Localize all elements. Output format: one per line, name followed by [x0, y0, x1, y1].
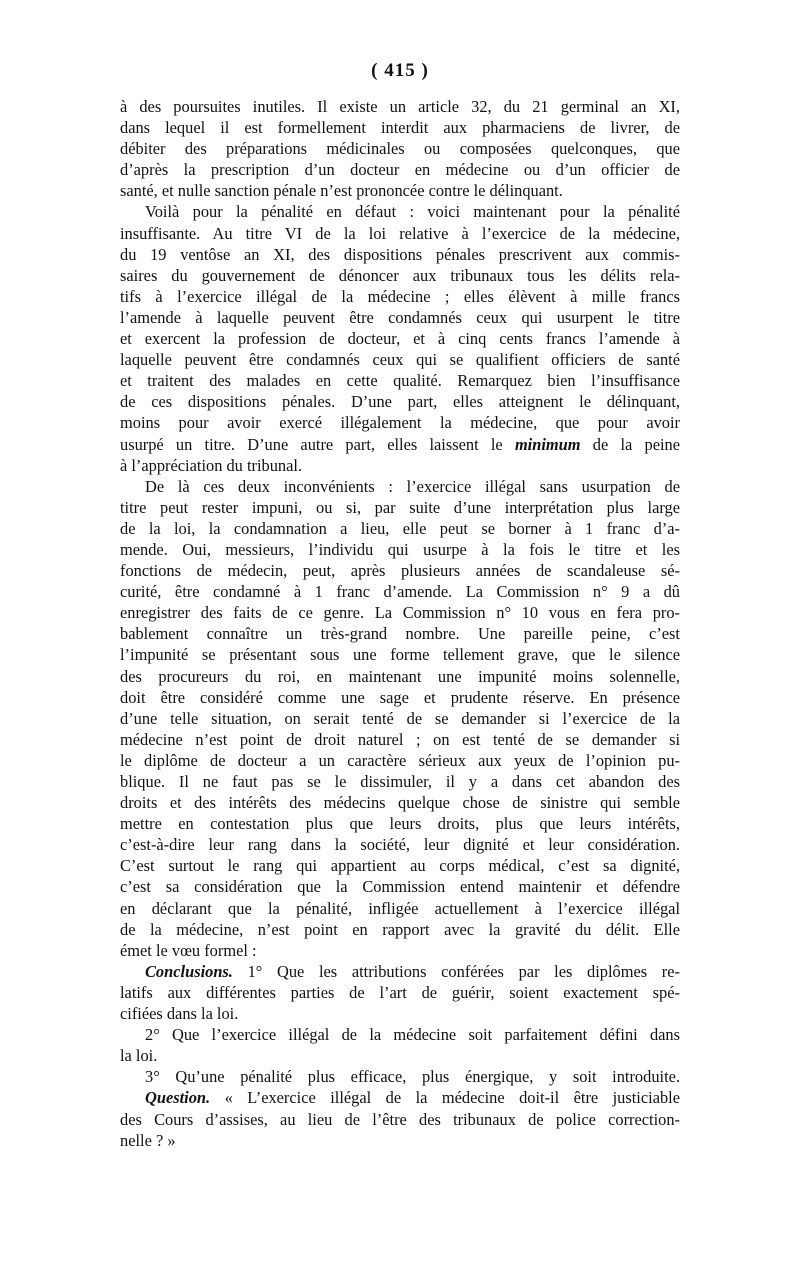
text-line: débiter des préparations médicinales ou composées quelconques, que	[120, 139, 680, 159]
text-line: Voilà pour la pénalité en défaut : voici maintenant pour la pénalité	[145, 202, 680, 222]
text-line: usurpé un titre. D’une autre part, elles laissent le minimum de la peine	[120, 434, 680, 454]
text-line: Question. « L’exercice illégal de la médecine doit-il être justiciable	[145, 1088, 680, 1108]
emphasis-text: Question.	[145, 1088, 211, 1108]
text-line: santé, et nulle sanction pénale n’est prononcée contre le délinquant.	[120, 181, 563, 201]
text-line: laquelle peuvent être condamnés ceux qui se qualifient officiers de santé	[120, 350, 680, 370]
text-line: Conclusions. 1° Que les attributions conférées par les diplômes re-	[145, 961, 680, 981]
text-line: fonctions de médecin, peut, après plusieurs années de scandaleuse sé-	[120, 561, 680, 581]
emphasis-text: Conclusions.	[145, 961, 233, 981]
text-line: d’une telle situation, on serait tenté de se demander si l’exercice de la	[120, 708, 680, 728]
text-line: 3° Qu’une pénalité plus efficace, plus énergique, y soit introduite.	[145, 1067, 680, 1087]
text-line: du 19 ventôse an XI, des dispositions pénales prescrivent aux commis-	[120, 244, 680, 264]
text-line: l’amende à laquelle peuvent être condamnés ceux qui usurpent le titre	[120, 307, 680, 327]
text-line: droits et des intérêts des médecins quelque chose de sinistre qui semble	[120, 793, 680, 813]
text-line: titre peut rester impuni, ou si, par suite d’une interprétation plus large	[120, 497, 680, 517]
text-line: doit être considéré comme une sage et prudente réserve. En présence	[120, 687, 680, 707]
text-line: bablement connaître un très-grand nombre. Une pareille peine, c’est	[120, 624, 680, 644]
text-line: c’est-à-dire leur rang dans la société, leur dignité et leur considération.	[120, 835, 680, 855]
text-line: à des poursuites inutiles. Il existe un article 32, du 21 germinal an XI,	[120, 97, 680, 116]
text-line: saires du gouvernement de dénoncer aux tribunaux tous les délits rela-	[120, 265, 680, 285]
text-line: mende. Oui, messieurs, l’individu qui usurpe à la fois le titre et les	[120, 539, 680, 559]
text-line: 2° Que l’exercice illégal de la médecine soit parfaitement défini dans	[145, 1025, 680, 1045]
text-line: enregistrer des faits de ce genre. La Commission n° 10 vous en fera pro-	[120, 603, 680, 623]
text-line: latifs aux différentes parties de l’art de guérir, soient exactement spé-	[120, 982, 680, 1002]
text-line: de ces dispositions pénales. D’une part, elles atteignent le délinquant,	[120, 392, 680, 412]
page-number: ( 415 )	[371, 60, 429, 81]
text-line: C’est surtout le rang qui appartient au corps médical, c’est sa dignité,	[120, 856, 680, 876]
text-line: c’est sa considération que la Commission entend maintenir et défendre	[120, 877, 680, 897]
text-line: insuffisante. Au titre VI de la loi relative à l’exercice de la médecine,	[120, 223, 680, 243]
text-line: la loi.	[120, 1046, 158, 1066]
text-line: le diplôme de docteur a un caractère sérieux aux yeux de l’opinion pu-	[120, 750, 680, 770]
text-line: dans lequel il est formellement interdit aux pharmaciens de livrer, de	[120, 118, 680, 138]
text-line: cifiées dans la loi.	[120, 1004, 239, 1024]
text-line: médecine n’est point de droit naturel ; on est tenté de se demander si	[120, 729, 680, 749]
text-line: des procureurs du roi, en maintenant une impunité moins solennelle,	[120, 666, 680, 686]
text-line: des Cours d’assises, au lieu de l’être des tribunaux de police correction-	[120, 1109, 680, 1129]
text-line: mettre en contestation plus que leurs droits, plus que leurs intérêts,	[120, 814, 680, 834]
text-line: nelle ? »	[120, 1130, 176, 1150]
text-line: l’impunité se présentant sous une forme tellement grave, que le silence	[120, 645, 680, 665]
text-line: émet le vœu formel :	[120, 940, 257, 960]
text-line: et traitent des malades en cette qualité. Remarquez bien l’insuffisance	[120, 371, 680, 391]
emphasis-text: minimum	[514, 434, 581, 454]
text-line: de la médecine, n’est point en rapport avec la gravité du délit. Elle	[120, 919, 680, 939]
text-line: curité, être condamné à 1 franc d’amende. La Commission n° 9 a dû	[120, 582, 680, 602]
text-line: moins pour avoir exercé illégalement la médecine, que pour avoir	[120, 413, 680, 433]
text-line: et exercent la profession de docteur, et à cinq cents francs l’amende à	[120, 329, 680, 349]
text-line: blique. Il ne faut pas se le dissimuler, il y a dans cet abandon des	[120, 772, 680, 791]
text-line: tifs à l’exercice illégal de la médecine ; elles élèvent à mille francs	[120, 286, 680, 306]
text-line: d’après la prescription d’un docteur en médecine ou d’un officier de	[120, 160, 680, 180]
text-line: à l’appréciation du tribunal.	[120, 455, 303, 475]
body-text	[120, 96, 680, 1151]
text-line: De là ces deux inconvénients : l’exercice illégal sans usurpation de	[145, 476, 680, 496]
text-line: de la loi, la condamnation a lieu, elle peut se borner à 1 franc d’a-	[120, 518, 680, 538]
text-line: en déclarant que la pénalité, infligée actuellement à l’exercice illégal	[120, 898, 680, 918]
